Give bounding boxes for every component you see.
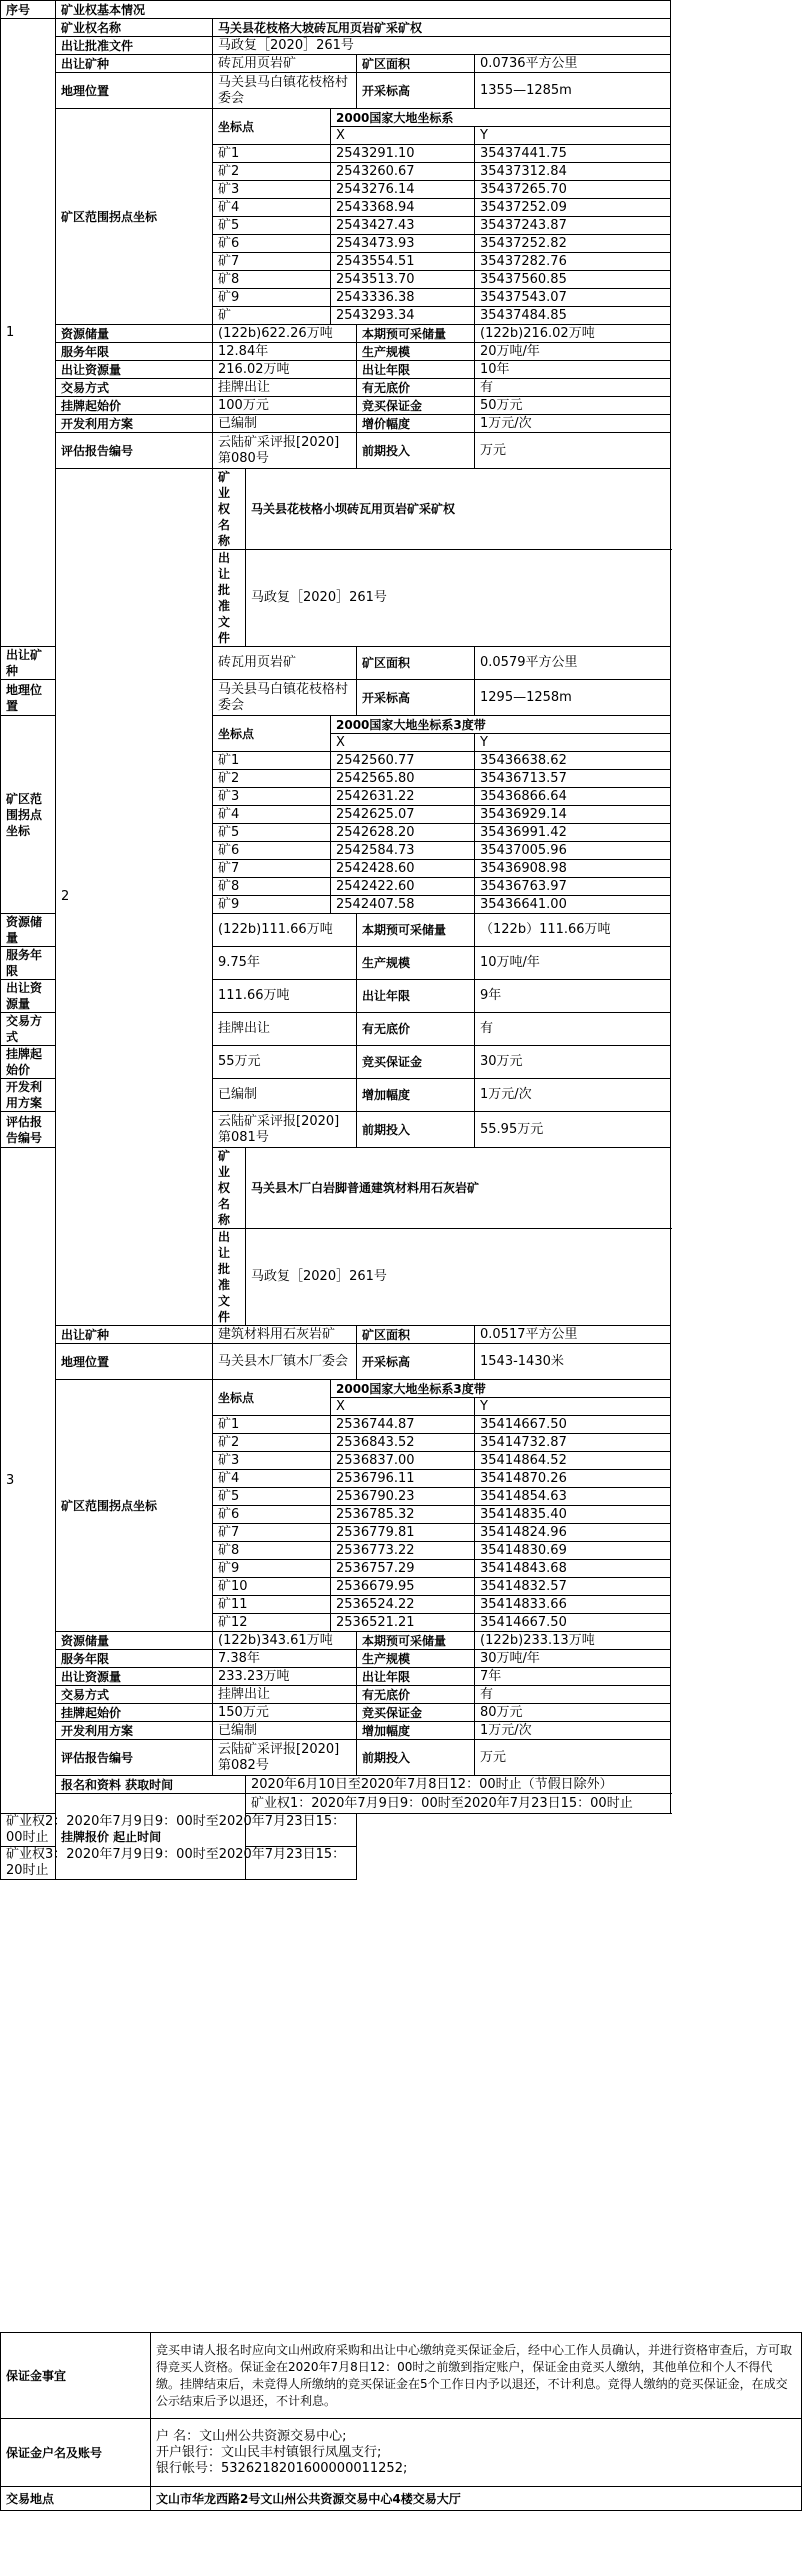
prior: 万元 — [475, 433, 671, 469]
point-y: 35437312.84 — [475, 163, 671, 181]
label-location: 地理位置 — [56, 73, 213, 109]
trade: 挂牌出让 — [213, 1686, 357, 1704]
point-y: 35437560.85 — [475, 271, 671, 289]
point-name: 矿3 — [213, 181, 331, 199]
transfer-res: 216.02万吨 — [213, 361, 357, 379]
point-x: 2536521.21 — [331, 1614, 475, 1632]
resources: (122b)111.66万吨 — [213, 914, 357, 947]
label-trade: 交易方式 — [56, 1686, 213, 1704]
listing-period: 矿业权1：2020年7月9日9：00时至2020年7月23日15：00时止 — [246, 1794, 671, 1814]
point-name: 矿4 — [213, 806, 331, 824]
point-name: 矿3 — [213, 788, 331, 806]
increment: 1万元/次 — [475, 415, 671, 433]
start-price: 55万元 — [213, 1046, 357, 1079]
trade: 挂牌出让 — [213, 379, 357, 397]
report: 云陆矿采评报[2020]第080号 — [213, 433, 357, 469]
start-price: 100万元 — [213, 397, 357, 415]
point-y: 35414824.96 — [475, 1524, 671, 1542]
transfer-res: 233.23万吨 — [213, 1668, 357, 1686]
label-coord-point: 坐标点 — [213, 1380, 331, 1416]
mine-number: 3 — [1, 1148, 56, 1814]
label-start-price: 挂牌起始价 — [56, 397, 213, 415]
point-name: 矿6 — [213, 235, 331, 253]
approval-doc: 马政复［2020］261号 — [246, 550, 671, 647]
label-elevation: 开采标高 — [357, 680, 475, 716]
point-y: 35414732.87 — [475, 1434, 671, 1452]
scale: 10万吨/年 — [475, 947, 671, 980]
point-y: 35437282.76 — [475, 253, 671, 271]
label-mineral: 出让矿种 — [56, 1326, 213, 1344]
location: 马关县马白镇花枝格村委会 — [213, 680, 357, 716]
point-name: 矿4 — [213, 1470, 331, 1488]
label-start-price: 挂牌起始价 — [1, 1046, 56, 1079]
point-name: 矿11 — [213, 1596, 331, 1614]
point-x: 2536773.22 — [331, 1542, 475, 1560]
point-x: 2542428.60 — [331, 860, 475, 878]
point-name: 矿1 — [213, 145, 331, 163]
transaction-info-table — [0, 2332, 802, 2511]
label-area: 矿区面积 — [357, 1326, 475, 1344]
account-info — [151, 2419, 802, 2487]
label-reserve-price: 有无底价 — [357, 379, 475, 397]
mine-name: 马关县花枝格大坡砖瓦用页岩矿采矿权 — [213, 19, 671, 37]
point-y: 35414854.63 — [475, 1488, 671, 1506]
mineral-type: 建筑材料用石灰岩矿 — [213, 1326, 357, 1344]
label-scale: 生产规模 — [357, 947, 475, 980]
label-transfer-res: 出让资源量 — [56, 1668, 213, 1686]
point-y: 35437252.82 — [475, 235, 671, 253]
label-plan: 开发利用方案 — [56, 415, 213, 433]
label-scale: 生产规模 — [357, 343, 475, 361]
point-x: 2542631.22 — [331, 788, 475, 806]
label-prior: 前期投入 — [357, 1112, 475, 1148]
label-resources: 资源储量 — [56, 325, 213, 343]
coord-system: 2000国家大地坐标系3度带 — [331, 716, 671, 734]
venue-label: 交易地点 — [1, 2487, 151, 2511]
label-transfer-res: 出让资源量 — [56, 361, 213, 379]
label-area: 矿区面积 — [357, 647, 475, 680]
start-price: 150万元 — [213, 1704, 357, 1722]
point-y: 35414667.50 — [475, 1416, 671, 1434]
point-name: 矿5 — [213, 824, 331, 842]
point-y: 35436713.57 — [475, 770, 671, 788]
coord-system: 2000国家大地坐标系3度带 — [331, 1380, 671, 1398]
listing-label: 挂牌报价 起止时间 — [56, 1794, 246, 1880]
point-x: 2543293.34 — [331, 307, 475, 325]
point-name: 矿10 — [213, 1578, 331, 1596]
mineral-type: 砖瓦用页岩矿 — [213, 647, 357, 680]
point-name: 矿9 — [213, 896, 331, 914]
registration-value: 2020年6月10日至2020年7月8日12：00时止（节假日除外） — [246, 1776, 671, 1794]
label-coord-point: 坐标点 — [213, 716, 331, 752]
plan: 已编制 — [213, 1722, 357, 1740]
point-y: 35414833.66 — [475, 1596, 671, 1614]
label-approval: 出让批准文件 — [56, 37, 213, 55]
coord-y-header: Y — [475, 734, 671, 752]
label-increment: 增加幅度 — [357, 1079, 475, 1112]
mining-area: 0.0736平方公里 — [475, 55, 671, 73]
coord-y-header: Y — [475, 127, 671, 145]
venue-value: 文山市华龙西路2号文山州公共资源交易中心4楼交易大厅 — [151, 2487, 802, 2511]
label-report: 评估报告编号 — [1, 1112, 56, 1148]
point-x: 2543276.14 — [331, 181, 475, 199]
label-service: 服务年限 — [1, 947, 56, 980]
label-elevation: 开采标高 — [357, 73, 475, 109]
label-recoverable: 本期预可采储量 — [357, 914, 475, 947]
reserve-price: 有 — [475, 1013, 671, 1046]
recoverable: (122b)216.02万吨 — [475, 325, 671, 343]
point-name: 矿8 — [213, 271, 331, 289]
reserve-price: 有 — [475, 1686, 671, 1704]
label-recoverable: 本期预可采储量 — [357, 1632, 475, 1650]
transfer-res: 111.66万吨 — [213, 980, 357, 1013]
location: 马关县木厂镇木厂委会 — [213, 1344, 357, 1380]
reserve-price: 有 — [475, 379, 671, 397]
account-label: 保证金户名及账号 — [1, 2419, 151, 2487]
point-name: 矿8 — [213, 1542, 331, 1560]
point-x: 2536796.11 — [331, 1470, 475, 1488]
label-transfer-years: 出让年限 — [357, 980, 475, 1013]
point-y: 35414870.26 — [475, 1470, 671, 1488]
point-name: 矿4 — [213, 199, 331, 217]
account-bank: 开户银行：文山民丰村镇银行凤凰支行; — [156, 2444, 382, 2460]
point-x: 2536744.87 — [331, 1416, 475, 1434]
point-name: 矿2 — [213, 770, 331, 788]
label-report: 评估报告编号 — [56, 1740, 213, 1776]
label-deposit: 竞买保证金 — [357, 1704, 475, 1722]
point-x: 2536679.95 — [331, 1578, 475, 1596]
point-name: 矿9 — [213, 1560, 331, 1578]
point-x: 2542625.07 — [331, 806, 475, 824]
point-name: 矿1 — [213, 752, 331, 770]
recoverable: (122b)233.13万吨 — [475, 1632, 671, 1650]
point-name: 矿8 — [213, 878, 331, 896]
point-y: 35437265.70 — [475, 181, 671, 199]
label-trade: 交易方式 — [56, 379, 213, 397]
label-transfer-res: 出让资源量 — [1, 980, 56, 1013]
point-y: 35437543.07 — [475, 289, 671, 307]
label-service: 服务年限 — [56, 1650, 213, 1668]
increment: 1万元/次 — [475, 1722, 671, 1740]
label-mineral: 出让矿种 — [56, 55, 213, 73]
transfer-years: 9年 — [475, 980, 671, 1013]
label-coord-point: 坐标点 — [213, 109, 331, 145]
point-name: 矿9 — [213, 289, 331, 307]
prior: 万元 — [475, 1740, 671, 1776]
mine-name: 马关县木厂白岩脚普通建筑材料用石灰岩矿 — [246, 1148, 671, 1229]
deposit: 80万元 — [475, 1704, 671, 1722]
point-y: 35436929.14 — [475, 806, 671, 824]
point-x: 2543291.10 — [331, 145, 475, 163]
elevation: 1295—1258m — [475, 680, 671, 716]
label-scale: 生产规模 — [357, 1650, 475, 1668]
label-deposit: 竞买保证金 — [357, 1046, 475, 1079]
mine-number: 1 — [1, 19, 56, 647]
point-x: 2542584.73 — [331, 842, 475, 860]
point-name: 矿7 — [213, 253, 331, 271]
header-info: 矿业权基本情况 — [56, 1, 671, 19]
point-name: 矿7 — [213, 1524, 331, 1542]
point-x: 2536843.52 — [331, 1434, 475, 1452]
increment: 1万元/次 — [475, 1079, 671, 1112]
point-x: 2542560.77 — [331, 752, 475, 770]
label-elevation: 开采标高 — [357, 1344, 475, 1380]
mine-number: 2 — [56, 469, 213, 1326]
service: 7.38年 — [213, 1650, 357, 1668]
label-coords: 矿区范围拐点坐标 — [56, 109, 213, 325]
point-x: 2543473.93 — [331, 235, 475, 253]
point-x: 2543260.67 — [331, 163, 475, 181]
label-increment: 增加幅度 — [357, 1722, 475, 1740]
label-start-price: 挂牌起始价 — [56, 1704, 213, 1722]
point-x: 2543336.38 — [331, 289, 475, 307]
point-y: 35436866.64 — [475, 788, 671, 806]
label-recoverable: 本期预可采储量 — [357, 325, 475, 343]
point-name: 矿5 — [213, 217, 331, 235]
resources: (122b)622.26万吨 — [213, 325, 357, 343]
label-mine-name: 矿业权名称 — [213, 469, 246, 550]
point-y: 35436641.00 — [475, 896, 671, 914]
point-x: 2536757.29 — [331, 1560, 475, 1578]
coord-x-header: X — [331, 734, 475, 752]
point-y: 35414835.40 — [475, 1506, 671, 1524]
approval-doc: 马政复［2020］261号 — [213, 37, 671, 55]
coord-y-header: Y — [475, 1398, 671, 1416]
point-y: 35414830.69 — [475, 1542, 671, 1560]
point-y: 35414843.68 — [475, 1560, 671, 1578]
plan: 已编制 — [213, 1079, 357, 1112]
point-y: 35436638.62 — [475, 752, 671, 770]
point-y: 35437252.09 — [475, 199, 671, 217]
label-coords: 矿区范围拐点坐标 — [1, 716, 56, 914]
point-y: 35414667.50 — [475, 1614, 671, 1632]
point-x: 2543554.51 — [331, 253, 475, 271]
label-deposit: 竞买保证金 — [357, 397, 475, 415]
elevation: 1355—1285m — [475, 73, 671, 109]
transfer-years: 10年 — [475, 361, 671, 379]
label-transfer-years: 出让年限 — [357, 1668, 475, 1686]
point-x: 2536785.32 — [331, 1506, 475, 1524]
coord-x-header: X — [331, 1398, 475, 1416]
mine-name: 马关县花枝格小坝砖瓦用页岩矿采矿权 — [246, 469, 671, 550]
label-coords: 矿区范围拐点坐标 — [56, 1380, 213, 1632]
report: 云陆矿采评报[2020]第081号 — [213, 1112, 357, 1148]
label-area: 矿区面积 — [357, 55, 475, 73]
point-x: 2543427.43 — [331, 217, 475, 235]
point-x: 2542628.20 — [331, 824, 475, 842]
point-x: 2536524.22 — [331, 1596, 475, 1614]
point-y: 35414832.57 — [475, 1578, 671, 1596]
account-name: 户 名：文山州公共资源交易中心; — [156, 2428, 347, 2444]
service: 9.75年 — [213, 947, 357, 980]
elevation: 1543-1430米 — [475, 1344, 671, 1380]
location: 马关县马白镇花枝格村委会 — [213, 73, 357, 109]
label-reserve-price: 有无底价 — [357, 1013, 475, 1046]
account-number: 银行帐号：5326218201600000011252; — [156, 2460, 408, 2476]
label-report: 评估报告编号 — [56, 433, 213, 469]
registration-label: 报名和资料 获取时间 — [56, 1776, 246, 1794]
header-seq: 序号 — [1, 1, 56, 19]
scale: 20万吨/年 — [475, 343, 671, 361]
label-approval: 出让批准文件 — [213, 1229, 246, 1326]
point-y: 35437005.96 — [475, 842, 671, 860]
label-plan: 开发利用方案 — [56, 1722, 213, 1740]
deposit: 50万元 — [475, 397, 671, 415]
point-y: 35436908.98 — [475, 860, 671, 878]
listing-period: 矿业权3：2020年7月9日9：00时至2020年7月23日15：20时止 — [1, 1847, 357, 1880]
listing-period: 矿业权2：2020年7月9日9：00时至2020年7月23日15：00时止 — [1, 1814, 357, 1847]
label-resources: 资源储量 — [1, 914, 56, 947]
trade: 挂牌出让 — [213, 1013, 357, 1046]
prior: 55.95万元 — [475, 1112, 671, 1148]
point-name: 矿2 — [213, 1434, 331, 1452]
label-location: 地理位置 — [1, 680, 56, 716]
mineral-type: 砖瓦用页岩矿 — [213, 55, 357, 73]
mining-area: 0.0579平方公里 — [475, 647, 671, 680]
recoverable: （122b）111.66万吨 — [475, 914, 671, 947]
label-plan: 开发利用方案 — [1, 1079, 56, 1112]
point-name: 矿6 — [213, 1506, 331, 1524]
point-x: 2542422.60 — [331, 878, 475, 896]
point-x: 2542565.80 — [331, 770, 475, 788]
label-location: 地理位置 — [56, 1344, 213, 1380]
label-transfer-years: 出让年限 — [357, 361, 475, 379]
point-y: 35436763.97 — [475, 878, 671, 896]
deposit-matters-text: 竞买申请人报名时应向文山州政府采购和出让中心缴纳竞买保证金后，经中心工作人员确认，并进行资格审查后，方可取得竞买人资格。保证金在2020年7月8日12：00时之前缴到指定账户，保证金由竞买人缴纳，其他单位和个人不得代缴。挂牌结束后，未竞得人所缴纳的竞买保证金在5个工作日内予以退还，不计利息。竞得人缴纳的竞买保证金，在成交公示结束后予以退还，不计利息。 — [151, 2333, 802, 2419]
label-prior: 前期投入 — [357, 433, 475, 469]
point-y: 35437243.87 — [475, 217, 671, 235]
coord-system: 2000国家大地坐标系 — [331, 109, 671, 127]
deposit: 30万元 — [475, 1046, 671, 1079]
report: 云陆矿采评报[2020]第082号 — [213, 1740, 357, 1776]
point-x: 2536790.23 — [331, 1488, 475, 1506]
point-name: 矿6 — [213, 842, 331, 860]
label-increment: 增价幅度 — [357, 415, 475, 433]
label-service: 服务年限 — [56, 343, 213, 361]
transfer-years: 7年 — [475, 1668, 671, 1686]
point-y: 35437441.75 — [475, 145, 671, 163]
service: 12.84年 — [213, 343, 357, 361]
label-prior: 前期投入 — [357, 1740, 475, 1776]
point-x: 2542407.58 — [331, 896, 475, 914]
point-name: 矿7 — [213, 860, 331, 878]
label-mine-name: 矿业权名称 — [56, 19, 213, 37]
point-x: 2536837.00 — [331, 1452, 475, 1470]
point-y: 35436991.42 — [475, 824, 671, 842]
point-name: 矿5 — [213, 1488, 331, 1506]
point-y: 35414864.52 — [475, 1452, 671, 1470]
approval-doc: 马政复［2020］261号 — [246, 1229, 671, 1326]
label-approval: 出让批准文件 — [213, 550, 246, 647]
label-resources: 资源储量 — [56, 1632, 213, 1650]
point-name: 矿12 — [213, 1614, 331, 1632]
coord-x-header: X — [331, 127, 475, 145]
point-name: 矿3 — [213, 1452, 331, 1470]
plan: 已编制 — [213, 415, 357, 433]
point-name: 矿1 — [213, 1416, 331, 1434]
label-trade: 交易方式 — [1, 1013, 56, 1046]
point-x: 2543513.70 — [331, 271, 475, 289]
resources: (122b)343.61万吨 — [213, 1632, 357, 1650]
deposit-matters-label: 保证金事宜 — [1, 2333, 151, 2419]
mining-area: 0.0517平方公里 — [475, 1326, 671, 1344]
point-x: 2543368.94 — [331, 199, 475, 217]
point-x: 2536779.81 — [331, 1524, 475, 1542]
point-name: 矿 — [213, 307, 331, 325]
point-y: 35437484.85 — [475, 307, 671, 325]
label-mine-name: 矿业权名称 — [213, 1148, 246, 1229]
label-mineral: 出让矿种 — [1, 647, 56, 680]
label-reserve-price: 有无底价 — [357, 1686, 475, 1704]
scale: 30万吨/年 — [475, 1650, 671, 1668]
point-name: 矿2 — [213, 163, 331, 181]
